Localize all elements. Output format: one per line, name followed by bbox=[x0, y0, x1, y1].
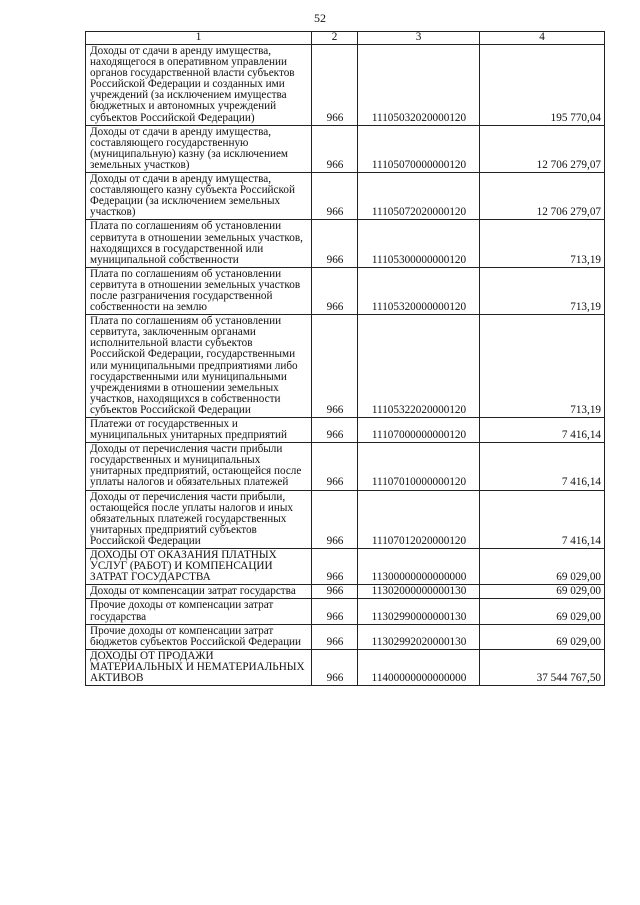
budget-classification-code: 11107000000000120 bbox=[358, 418, 480, 443]
amount: 37 544 767,50 bbox=[480, 649, 605, 685]
revenue-name: ДОХОДЫ ОТ ПРОДАЖИ МАТЕРИАЛЬНЫХ И НЕМАТЕРИАЛЬНЫХ АКТИВОВ bbox=[86, 649, 312, 685]
revenue-name: Доходы от сдачи в аренду имущества, составляющего казну субъекта Российской Федерации (за исключением земельных участков) bbox=[86, 173, 312, 220]
table-row bbox=[86, 585, 605, 599]
budget-classification-code: 11107010000000120 bbox=[358, 443, 480, 490]
revenue-name: Прочие доходы от компенсации затрат бюджетов субъектов Российской Федерации bbox=[86, 624, 312, 649]
budget-classification-code: 11105322020000120 bbox=[358, 315, 480, 418]
admin-code: 966 bbox=[312, 649, 358, 685]
admin-code: 966 bbox=[312, 267, 358, 314]
revenue-name: Доходы от перечисления части прибыли государственных и муниципальных унитарных предприятий, остающейся после уплаты налогов и обязательных платежей bbox=[86, 443, 312, 490]
budget-classification-code: 11107012020000120 bbox=[358, 490, 480, 548]
revenue-name: Доходы от перечисления части прибыли, остающейся после уплаты налогов и иных обязательных платежей государственных унитарных предприятий субъектов Российской Федерации bbox=[86, 490, 312, 548]
column-header-1: 1 bbox=[86, 32, 312, 45]
amount: 7 416,14 bbox=[480, 490, 605, 548]
admin-code: 966 bbox=[312, 315, 358, 418]
budget-classification-code: 11105300000000120 bbox=[358, 220, 480, 267]
budget-classification-code: 11105072020000120 bbox=[358, 173, 480, 220]
amount: 12 706 279,07 bbox=[480, 125, 605, 172]
amount: 69 029,00 bbox=[480, 585, 605, 599]
amount: 713,19 bbox=[480, 267, 605, 314]
amount: 69 029,00 bbox=[480, 624, 605, 649]
table-row bbox=[86, 45, 605, 126]
amount: 713,19 bbox=[480, 315, 605, 418]
revenue-name: Плата по соглашениям об установлении сервитута в отношении земельных участков, находящихся в государственной или муниципальной собственности bbox=[86, 220, 312, 267]
revenue-name: Плата по соглашениям об установлении сервитута в отношении земельных участков после разграничения государственной собственности на землю bbox=[86, 267, 312, 314]
amount: 69 029,00 bbox=[480, 599, 605, 624]
revenue-name: Прочие доходы от компенсации затрат государства bbox=[86, 599, 312, 624]
column-header-3: 3 bbox=[358, 32, 480, 45]
table-row bbox=[86, 220, 605, 267]
admin-code: 966 bbox=[312, 220, 358, 267]
table-row bbox=[86, 599, 605, 624]
table-row bbox=[86, 267, 605, 314]
budget-classification-code: 11300000000000000 bbox=[358, 549, 480, 585]
admin-code: 966 bbox=[312, 490, 358, 548]
amount: 7 416,14 bbox=[480, 443, 605, 490]
budget-classification-code: 11302000000000130 bbox=[358, 585, 480, 599]
admin-code: 966 bbox=[312, 585, 358, 599]
table-row bbox=[86, 624, 605, 649]
revenue-name: Доходы от компенсации затрат государства bbox=[86, 585, 312, 599]
page-number: 52 bbox=[314, 11, 326, 25]
header-row bbox=[86, 32, 605, 45]
amount: 7 416,14 bbox=[480, 418, 605, 443]
budget-classification-code: 11105070000000120 bbox=[358, 125, 480, 172]
revenue-name: Платежи от государственных и муниципальных унитарных предприятий bbox=[86, 418, 312, 443]
admin-code: 966 bbox=[312, 418, 358, 443]
table-row bbox=[86, 490, 605, 548]
table-row bbox=[86, 315, 605, 418]
admin-code: 966 bbox=[312, 624, 358, 649]
revenue-table bbox=[85, 31, 605, 686]
table-row bbox=[86, 418, 605, 443]
table-row bbox=[86, 173, 605, 220]
budget-classification-code: 11105032020000120 bbox=[358, 45, 480, 126]
column-header-4: 4 bbox=[480, 32, 605, 45]
amount: 12 706 279,07 bbox=[480, 173, 605, 220]
column-header-2: 2 bbox=[312, 32, 358, 45]
table-row bbox=[86, 649, 605, 685]
revenue-name: ДОХОДЫ ОТ ОКАЗАНИЯ ПЛАТНЫХ УСЛУГ (РАБОТ) И КОМПЕНСАЦИИ ЗАТРАТ ГОСУДАРСТВА bbox=[86, 549, 312, 585]
table-row bbox=[86, 125, 605, 172]
table-row bbox=[86, 549, 605, 585]
revenue-name: Плата по соглашениям об установлении сервитута, заключенным органами исполнительной власти субъектов Российской Федерации, государственными или муниципальными предприятиями либо государственными или муниципальными учреждениями в отношении земельных участков, находящихся в собственности субъектов Российской Федерации bbox=[86, 315, 312, 418]
budget-classification-code: 11105320000000120 bbox=[358, 267, 480, 314]
admin-code: 966 bbox=[312, 125, 358, 172]
budget-classification-code: 11302990000000130 bbox=[358, 599, 480, 624]
admin-code: 966 bbox=[312, 549, 358, 585]
admin-code: 966 bbox=[312, 45, 358, 126]
revenue-name: Доходы от сдачи в аренду имущества, находящегося в оперативном управлении органов государственной власти субъектов Российской Федерации и созданных ими учреждений (за исключением имущества бюджетных и автономных учреждений субъектов Российской Федерации) bbox=[86, 45, 312, 126]
amount: 69 029,00 bbox=[480, 549, 605, 585]
admin-code: 966 bbox=[312, 599, 358, 624]
admin-code: 966 bbox=[312, 443, 358, 490]
revenue-name: Доходы от сдачи в аренду имущества, составляющего государственную (муниципальную) казну (за исключением земельных участков) bbox=[86, 125, 312, 172]
budget-classification-code: 11400000000000000 bbox=[358, 649, 480, 685]
budget-classification-code: 11302992020000130 bbox=[358, 624, 480, 649]
table-row bbox=[86, 443, 605, 490]
amount: 195 770,04 bbox=[480, 45, 605, 126]
admin-code: 966 bbox=[312, 173, 358, 220]
amount: 713,19 bbox=[480, 220, 605, 267]
